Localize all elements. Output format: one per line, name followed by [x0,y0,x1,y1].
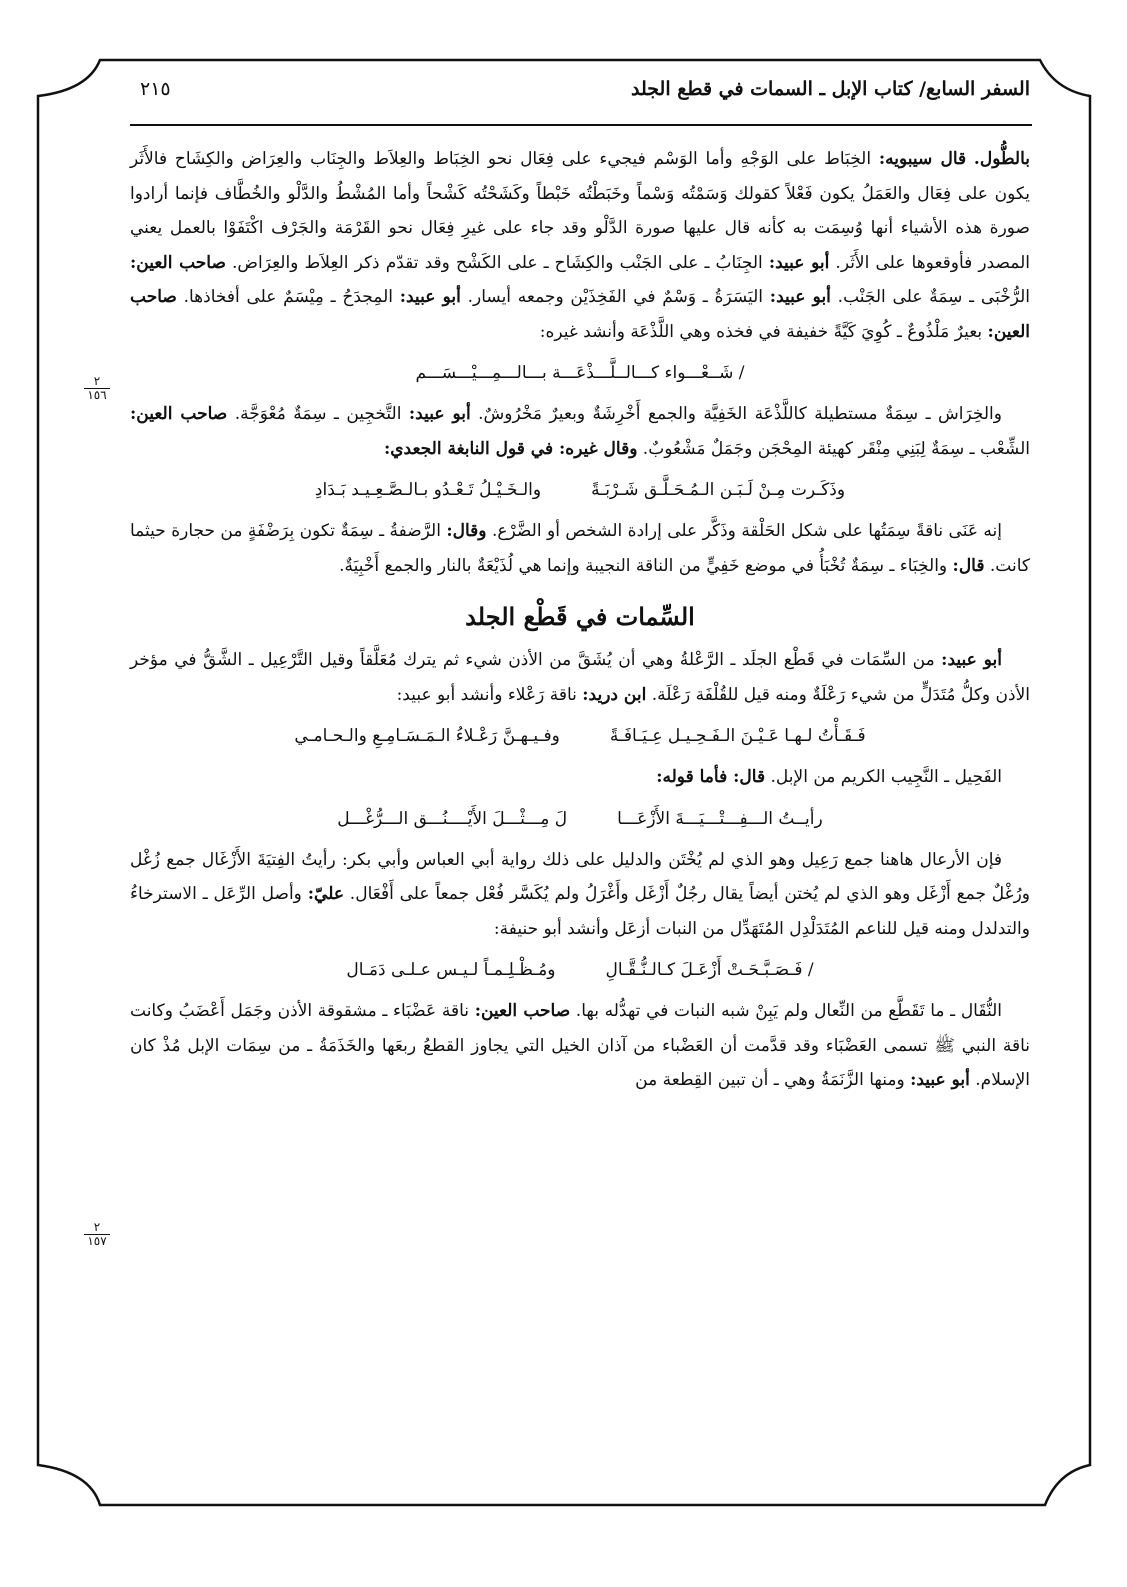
verse-1: / شَــعْـــواء كـــالــلَّـــذْعَـــة بـــالـــمِـــيْـــسَـــم [415,363,745,383]
margin-note-156: ٢ ١٥٦ [84,375,110,402]
section-title: السِّمات في قَطْع الجلد [465,602,695,631]
verse-2: وذَكَـرت مِـنْ لَـبَـن الـمُـحَـلَّـق شَـرْبَـةًوالـخَـيْـلُ تَـعْـدُو بـالـصَّـعِـيـد بَـدَادِ [314,480,846,500]
paragraph-6: فإن الأرعال هاهنا جمع رَعِيل وهو الذي لم يُخْتَن والدليل على ذلك رواية أبي العباس وأبي بكر: رأيتُ الفِتيَةَ الأَزْغَال جمع زُغْل ورُغْلٌ جمع أَزْغَل وهو الذي لم يُختن أيضاً يقال رجُلٌ أَزْغَل وأَغْرَلُ ولم يُكَسَّر فُعْل جمعاً على أَفْعَال. عليّ: وأصل الرِّعَل ـ الاسترخاءُ والتدلدل ومنه قيل للناعم المُتَدَلْدِل المُتَهَدِّل من النبات أزعَل وأنشد أبو حنيفة: [130,849,1030,939]
running-header [130,78,1030,112]
verse-5: / فَـصَـبَّـحَـتْ أَزْعَـلَ كـالـنُّـقَّـالِومُـظْـلِـمـاً لـيـس عـلـى دَمَـال [346,960,814,980]
page-number: ٢١٥ [140,78,171,100]
verse-4: رأيــتُ الـــفِـــتْـــيَـــةَ الأَزْعَـــالَ مِـــثْـــلَ الأَيْــــنُـــق الـــرُّغْـــل [337,808,823,829]
header-title: السفر السابع/ كتاب الإبل ـ السمات في قطع الجلد [631,78,1030,100]
paragraph-7: النُّقَال ـ ما تَقَطَّع من النِّعال ولم يَبِنْ شبه النبات في تهدُّله بها. صاحب العين: ناقة عَضْبَاء ـ مشقوقة الأذن وجَمَل أَعْضَبُ وكانت ناقة النبي ﷺ تسمى العَضْبَاء وقد قدَّمت أن العَضْباء من آذان الخيل التي يجاوز القطعُ ربعَها والخَذَمَةُ ـ من سِمَات الإبل مُذْ كان الإسلام. أبو عبيد: ومنها الزَّنَمَةُ وهي ـ أن تبين القِطعة من [130,1001,1030,1090]
paragraph-1: بالطُّول. قال سيبويه: الخِبَاط على الوَجْهِ وأما الوَسْم فيجيء على فِعَال نحو الخِبَاط والعِلاَط والجِنَاب والعِرَاض والكِشَاح فالأَثَر يكون على فِعَال والعَمَلُ يكون فَعْلاً كقولك وَسَمْتُه وَسْماً وخَبَطْتُه خَبْطاً وكَشَحْتُه كَشْحاً وأما المُشْطُ والدَّلْو والخُطَّاف فإنما أرادوا صورة هذه الأشياء أنها وُسِمَت به كأنه قال عليها صورة الدَّلْو وقد جاء على غيرِ فِعَال نحو القَرْمَة والجَرْف اكْتَفَوْا بالعمل يعني المصدر فأوقعوها على الأَثَر. أبو عبيد: الجِنَابُ ـ على الجَنْب والكِشَاح ـ على الكَشْح وقد تقدّم ذكر العِلاَط والعِرَاض. صاحب العين: الرُّخْبَى ـ سِمَةٌ على الجَنْب. أبو عبيد: اليَسَرَةُ ـ وَسْمٌ في الفَخِذَيْن وجمعه أيسار. أبو عبيد: المِجدَحُ ـ مِيْسَمٌ على أفخاذها. صاحب العين: بعيرٌ مَلْذُوعٌ ـ كُوِيَ كَيَّةً خفيفة في فخذه وهي اللَّذْعَة وأنشد غيره: [130,149,1031,342]
paragraph-2: والخِرَاش ـ سِمَةٌ مستطيلة كاللَّذْعَة الخَفِيَّة والجمع أَخْرِشَةٌ وبعيرٌ مَخْرُوشٌ. أبو عبيد: التَّخجِين ـ سِمَةٌ مُعْوَجَّة. صاحب العين: الشِّعْب ـ سِمَةٌ لِبَنِي مِنْقَر كهيئة المِحْجَن وجَمَلٌ مَشْعُوبٌ. وقال غيره: في قول النابغة الجعدي: [130,404,1030,459]
paragraph-3: إنه عَنَى ناقةً سِمَتُها على شكل الحَلْقة وذَكَّر على إرادة الشخص أو الضَّرْع. وقال: الرَّضفةُ ـ سِمَةٌ تكون بِرَضْفَةٍ من حجارة حيثما كانت. قال: والخِبَاء ـ سِمَةٌ تُخْبَأُ في موضع خَفِيٍّ من الناقة النجيبة وإنما هي لُذَيْعَةٌ بالنار والجمع أَخْبِيَةٌ. [130,521,1030,576]
page-body [130,142,1030,1098]
margin-note-157: ٢ ١٥٧ [84,1221,110,1248]
paragraph-4: أبو عبيد: من السِّمَات في قَطْع الجلَد ـ الرَّعْلةُ وهي أن يُشَقَّ من الأذن شيء ثم يترك مُعَلَّقاً وقيل التَّرْعِيل ـ الشَّقُّ في مؤخر الأذن وكلُّ مُتَدَلٍّ من شيء رَعْلَةٌ ومنه قيل للقُلْفَة رَعْلَة. ابن دريد: ناقة رَعْلاء وأنشد أبو عبيد: [130,650,1030,705]
verse-3: فَـقَـأْتُ لـهـا عَـيْـنَ الـفَـحِـيـل عِـيَـافَـةًوفـيـهـنَّ رَعْـلاءُ الـمَـسَـامِـعِ والـحـامـي [294,726,866,746]
paragraph-5: الفَحِيل ـ النَّجِيب الكريم من الإبل. قال: فأما قوله: [656,767,1002,787]
header-rule [130,124,1032,126]
